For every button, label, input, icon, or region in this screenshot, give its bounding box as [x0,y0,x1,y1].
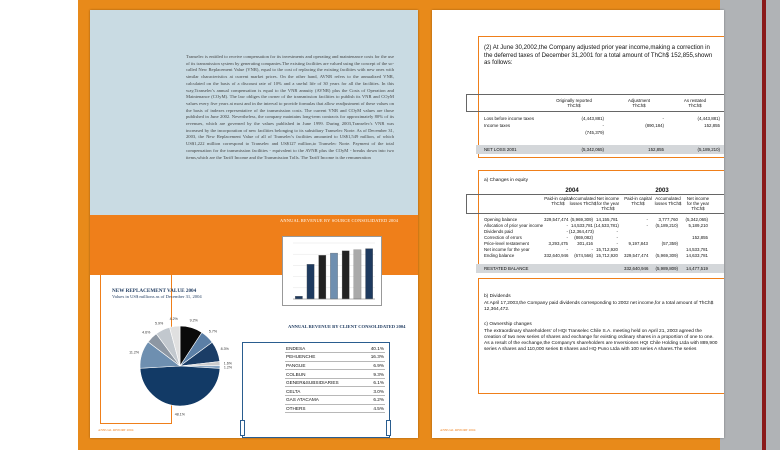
intro-paragraph: (2) At June 30,2002,the Company adjusted prior year income,making a correction in the deferred taxes of December 31,2001 for a total amount of ThCh$ 152,855,shown as follows: [484,44,713,67]
t1-row-label: Loss before income taxes [484,116,535,121]
client-row [285,387,385,396]
revenue-bar [330,253,337,299]
changes-row-value: 14,533,781 [686,247,708,252]
changes-row-value: 301,416 [577,241,593,246]
revenue-bar [307,264,314,299]
t1-row-value: (745,379) [585,130,604,135]
client-name: GENER&SUBSIDIARIES [285,378,363,387]
client-pct: 3.0% [363,387,385,396]
t1-row-value: (890,184) [645,123,664,128]
client-name: GAS ATACAMA [285,396,363,405]
revenue-bar [354,250,361,299]
ownership-title: c) Ownership changes [484,322,532,327]
client-pct: 9.3% [363,370,385,379]
changes-row-value: (674,566) [574,253,593,258]
revenue-by-source-title: ANNUAL REVENUE BY SOURCE CONSOLIDATED 2004 [280,218,399,223]
revenue-bar [342,251,349,299]
changes-header: Net income for the year ThCh$ [596,196,620,211]
changes-row-value: - [566,235,568,240]
year-2003-label: 2003 [655,188,669,194]
changes-row-label: Net income for the year [484,247,530,252]
t1-row-label: Income taxes [484,123,511,128]
right-page [432,10,724,438]
pie-label: 11.2% [129,350,140,355]
t1-total-label: NET LOSS 2001 [484,147,517,152]
t1-row-value: (4,443,881) [697,116,720,121]
client-name: OTHERS [285,404,363,413]
year-2004-label: 2004 [565,188,579,194]
changes-row-value: 14,155,781 [596,217,618,222]
nrv-title-text: NEW REPLACEMENT VALUE [112,288,185,294]
t1-row-value: 152,855 [704,123,720,128]
pie-label: 5.7% [208,329,218,334]
changes-row-value: 329,547,474 [624,253,649,258]
changes-row-value: (5,969,309) [655,253,678,258]
t1-header-original [544,98,604,108]
t1-u0: ThCh$ [567,103,581,108]
dividends-title: b) Dividends [484,294,511,299]
changes-row-value: - [616,235,618,240]
backdrop-stripe [762,0,766,450]
changes-row-value: 5,189,210 [688,223,708,228]
changes-row-value: 15,712,920 [596,247,618,252]
body-paragraph: Transelec is entitled to receive compensation for its investments and operating and maintenance costs for the use of its transmission system by generating companies.The existing facilities are valued using the concept of the so-called New Replacement Value (VNR), equal to the cost of replacing the existing facilities with new ones with similar characteristics at current market prices. On the other hand, AVNR refers to the annualized VNR, calculated on the basis of a discount rate of 10% and a useful life of 30 years for all the facilities. In this way,Transelec's annual compensation is equal to the VNR annuity (AVNR) plus the Costs of Operation and Maintenance (COyM). The law obliges the owner of the transmission facilities to publish its VNR and COyM values every five years at most and in the interval to provide formulas that allow readjustment of these values on the basis of indexes representative of the transmission costs. The current VNR and COyM values are those published in June 2002. Nevertheless, the company maintains long-term contracts for approximately 80% of its revenues, which are governed by the values published in June 1999. During 2003,Transelec's VNR was increased by the incorporation of new facilities belonging to its subsidiary Transelec Norte. As of December 31, 2003, the New Replacement Value of all of Transelec's facilities amounted to US$1,549 million, of which US$1,222 million correspond to Transelec and US$127 million,to Transelec Norte. Payment of the total compensation for the transmission facilities - equivalent to the AVNR plus the COyM - breaks down into two items,which are the Tariff Income and the Transmission Tolls. The Tariff Income is the remuneration [186,54,394,160]
t1-h0: Originally reported [556,98,592,103]
changes-row-value: 15,712,920 [596,253,618,258]
revenue-by-source-chart [282,236,382,306]
client-name: PEHUENCHE [285,353,363,362]
nrv-year: 2004 [185,288,197,294]
changes-row-value: 9,197,843 [628,241,648,246]
changes-row-value: (14,533,781) [594,223,619,228]
pie-label: 4.2% [169,316,178,321]
client-row [285,396,385,405]
changes-row-value: 332,640,946 [544,253,569,258]
dividends-text: At April 17,2003,the Company paid dividends corresponding to 2002 net income,for a total amount of ThCh$ 12,364,472. [484,301,714,313]
bar-chart-svg [283,237,383,307]
changes-row-value: (12,364,473) [569,229,594,234]
footer-right: ANNUAL REPORT 2004 [440,428,476,432]
revenue-bar [319,255,326,299]
changes-header: Paid-in capital ThCh$ [624,196,652,206]
changes-row-value: 152,855 [692,235,708,240]
t1-u2: ThCh$ [688,103,702,108]
changes-row-label: Opening balance [484,217,518,222]
corner-mark-left [240,420,245,436]
t1-u1: ThCh$ [632,103,646,108]
t1-row-value: (4,443,881) [581,116,604,121]
client-name: PANGUE [285,361,363,370]
client-pct: 6.9% [363,361,385,370]
changes-row-label: Correction of errors [484,235,522,240]
pie-label: 48.1% [174,412,185,417]
changes-row-label: Allocation of prior year income [484,223,544,228]
changes-row-value: 14,533,781 [571,223,593,228]
changes-row-value: - [646,223,648,228]
client-row [285,353,385,362]
t1-total-value: 152,855 [648,147,664,152]
changes-row-value: (5,969,309) [570,217,593,222]
t1-h1: Adjustment [628,98,650,103]
client-row [285,361,385,370]
t1-header-adjustment [614,98,664,108]
pie-label: 5.9% [155,321,164,326]
changes-row-label: Ending balance [484,253,515,258]
revenue-bar [366,249,373,299]
pie-slice [140,366,220,406]
changes-row-value: 3,293,475 [548,241,568,246]
changes-row-value: - [566,247,568,252]
corner-mark-right [386,420,391,436]
t1-total-value: (5,189,210) [697,147,720,152]
pie-label: 8.3% [220,346,229,351]
client-pct: 4.5% [363,404,385,413]
pie-label: 4.6% [142,330,151,335]
restated-value: 14,477,519 [686,266,708,271]
restated-value: (5,989,809) [655,266,678,271]
client-row [285,344,385,353]
changes-header: Accumulated losses ThCh$ [654,196,682,206]
footer-left: ANNUAL REPORT 2004 [98,428,134,432]
changes-row-label: Price-level restatement [484,241,529,246]
pie-label: 9.2% [189,318,198,323]
changes-row-value: (5,189,210) [655,223,678,228]
client-pct: 6.2% [363,396,385,405]
client-pct: 40.1% [363,344,385,353]
t1-row-value: - [602,123,604,128]
left-page [90,10,418,438]
new-replacement-value-subtitle: Values in US$ millions as of December 31, 2004 [112,294,202,299]
client-row [285,370,385,379]
changes-row-value: - [646,217,648,222]
changes-row-value: (869,082) [574,235,593,240]
replacement-value-pie [120,304,240,424]
changes-row-value: 14,633,781 [686,253,708,258]
restated-label: RESTATED BALANCE [484,266,529,271]
revenue-by-client-title: ANNUAL REVENUE BY CLIENT CONSOLIDATED 2004 [288,324,406,329]
changes-row-value: - [591,247,593,252]
client-row [285,404,385,413]
restated-value: 332,640,946 [624,266,649,271]
changes-row-value: (5,342,065) [685,217,708,222]
client-revenue-table [285,344,385,413]
backdrop-left [0,0,78,450]
changes-row-value: - [616,229,618,234]
client-name: CELTA [285,387,363,396]
client-name: COLBUN [285,370,363,379]
changes-row-value: - [566,223,568,228]
t1-h2: As restated [683,98,707,103]
pie-chart-svg [120,304,240,424]
revenue-bar [295,296,302,299]
pie-label: 1.2% [223,365,233,370]
changes-in-equity-title: a) Changes in equity [484,178,528,183]
t1-header-restated [670,98,720,108]
client-row [285,378,385,387]
client-pct: 16.3% [363,353,385,362]
t1-row-value: - [662,116,664,121]
t1-total-value: (5,342,065) [581,147,604,152]
client-name: ENDESA [285,344,363,353]
changes-row-value: 329,547,474 [544,217,569,222]
changes-row-label: Dividends paid [484,229,513,234]
changes-row-value: - [616,241,618,246]
backdrop-right [720,0,780,450]
pie-label: 1.6% [223,361,233,366]
changes-header: Paid-in capital ThCh$ [544,196,572,206]
changes-row-value: (57,359) [661,241,678,246]
ownership-text: The extraordinary shareholders' of HQI Transelec Chile S.A. meeting held on April 21, 2003 agreed the creation of two new series of shares and exchange for existing ordinary shares in a proportion of one to one. As a result of the exchange,the Company's shareholders are Inversiones HQI Chile Holding Ltda with 889,900 series A shares and 110,000 series B shares and HQ Puno Ltda with 100 series A shares.The series [484,329,718,353]
client-pct: 6.1% [363,378,385,387]
changes-row-value: 3,777,760 [658,217,678,222]
changes-header: Net income for the year ThCh$ [686,196,710,211]
changes-row-value: - [566,229,568,234]
changes-header: Accumulated losses ThCh$ [569,196,597,206]
